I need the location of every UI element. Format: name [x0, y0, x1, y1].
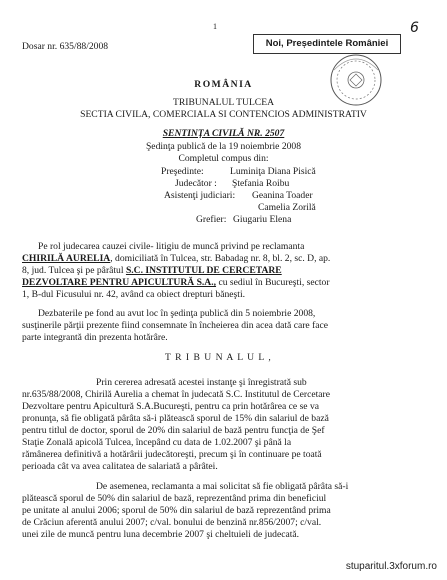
para1-line2: [22, 253, 432, 264]
stamp-box: Noi, Președintele României: [253, 34, 401, 54]
para3-line: pronunţa, să fie obligată pârâta să-i plătească sporul de 15% din salariul de bază: [22, 413, 329, 424]
para4-line: pe unitate al anului 2006; sporul de 50% din salariul de bază reprezentând prima: [22, 505, 331, 516]
para1-rest2: 8, jud. Tulcea şi pe pârâtul: [22, 265, 124, 276]
para4-line: plătească sporul de 50% din salariul de bază, reprezentând prima din beneficiul: [22, 493, 327, 504]
para3-line: nr.635/88/2008, Chirilă Aurelia a chemat în judecată S.C. Institutul de Cercetare: [22, 389, 330, 400]
plaintiff-name: CHIRILĂ AURELIA: [22, 253, 111, 264]
page-mark: 6: [410, 20, 419, 36]
asistent-1: Geanina Toader: [252, 190, 313, 201]
judecator-label: Judecător :: [175, 178, 217, 189]
para3-line: Prin cererea adresată acestei instanţe şi înregistrată sub: [96, 377, 307, 388]
asistenti-label: Asistenţi judiciari:: [164, 190, 236, 201]
court-name: TRIBUNALUL TULCEA: [173, 97, 274, 108]
para4-line: de Crăciun aferentă anului 2007; c/val. bonului de benzină nr.856/2007; c/val.: [22, 517, 322, 528]
para2-line3: parte integrantă din prezenta hotărâre.: [22, 332, 168, 343]
grefier-label: Grefier:: [196, 214, 227, 225]
para1-line4: [22, 277, 330, 288]
plaintiff-address: , domiciliată în Tulcea, str. Babadag nr. 8, bl. 2, sc. D, ap.: [110, 253, 331, 264]
dosar-number: Dosar nr. 635/88/2008: [22, 41, 109, 52]
section-heading: T R I B U N A L U L ,: [165, 352, 272, 363]
para3-line: rămânerea definitivă a hotărârii judecătoreşti, precum şi în continuare pe toată: [22, 449, 322, 460]
para3-line: perioada cât va avea calitatea de salariată a pârâtei.: [22, 461, 218, 472]
para4-line: unei zile de muncă pentru luna decembrie 2007 şi cheltuieli de judecată.: [22, 529, 300, 540]
judecator-name: Ştefania Roibu: [232, 178, 290, 189]
para2-line1: Dezbaterile pe fond au avut loc în şedinţa publică din 5 noiembrie 2008,: [38, 308, 316, 319]
presedinte-label: Preşedinte:: [161, 166, 204, 177]
para4-line: De asemenea, reclamanta a mai solicitat să fie obligată pârâta să-i: [96, 481, 349, 492]
asistent-2: Camelia Zorilă: [258, 202, 316, 213]
para3-line: Dezvoltare pentru Apicultură S.A.Bucureşti, pentru ca prin hotărârea ce se va: [22, 401, 320, 412]
defendant-name-2: DEZVOLTARE PENTRU APICULTURĂ S.A.,: [22, 277, 217, 288]
para3-line: pentru titlul de doctor, sporul de 20% din salariul de bază pentru funcţia de Şef: [22, 425, 325, 436]
para1-line5: 1, B-dul Ficusului nr. 42, având ca obiect drepturi băneşti.: [22, 289, 246, 300]
para2-line2: susţinerile părţii prezente fiind consemnate în încheierea din acea dată care face: [22, 320, 329, 331]
court-section: SECTIA CIVILA, COMERCIALA SI CONTENCIOS ADMINISTRATIV: [80, 109, 367, 120]
tick-mark: 1: [213, 22, 217, 31]
session-line: Şedinţa publică de la 19 noiembrie 2008: [145, 141, 302, 152]
defendant-name-1: S.C. INSTITUTUL DE CERCETARE: [125, 265, 282, 276]
country-heading: ROMÂNIA: [194, 79, 253, 90]
site-watermark: stupar​itul.3xforum.ro: [345, 561, 437, 572]
para1-line1: Pe rol judecarea cauzei civile- litigiu de muncă privind pe reclamanta: [38, 241, 305, 252]
defendant-address: cu sediul în Bucureşti, sector: [216, 277, 330, 288]
sentence-title: SENTINŢA CIVILĂ NR. 2507: [162, 128, 285, 139]
para1-line3: [22, 265, 282, 276]
grefier-name: Giugariu Elena: [233, 214, 292, 225]
presedinte-name: Luminiţa Diana Pisică: [230, 166, 316, 177]
para3-line: Staţie Zonală apicolă Tulcea, începând cu data de 1.02.2007 şi până la: [22, 437, 292, 448]
panel-heading: Completul compus din:: [178, 153, 269, 164]
